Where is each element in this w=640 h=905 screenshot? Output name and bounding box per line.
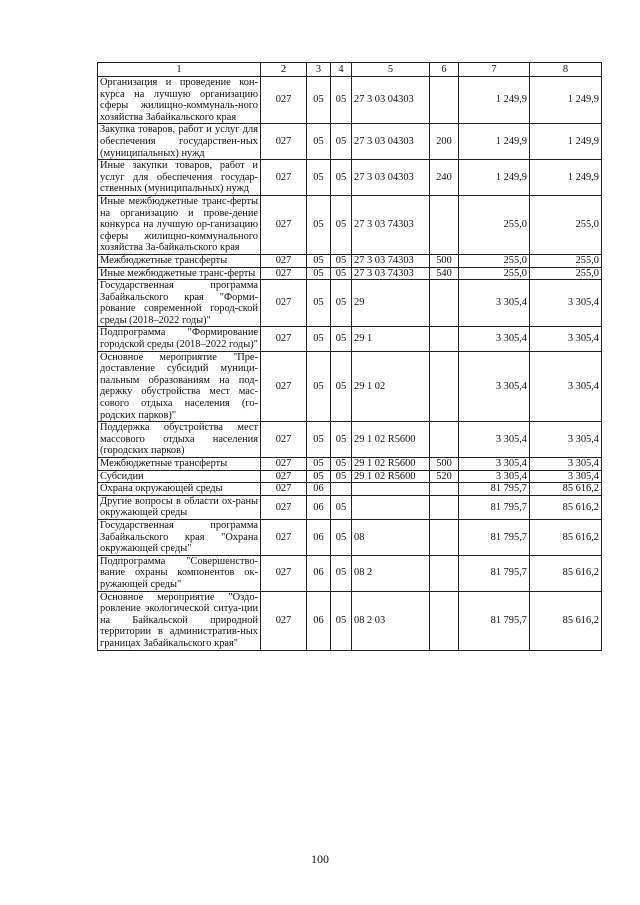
section-code-cell: 06 bbox=[307, 519, 331, 555]
amount-year2-cell: 3 305,4 bbox=[530, 422, 602, 458]
item-name-cell: Иные межбюджетные транс-ферты bbox=[98, 267, 261, 280]
item-name-cell: Государственная программа Забайкальского края "Охрана окружающей среды" bbox=[98, 519, 261, 555]
admin-code-cell: 027 bbox=[261, 519, 307, 555]
admin-code-cell: 027 bbox=[261, 195, 307, 254]
expense-type-cell: 520 bbox=[430, 470, 459, 483]
item-name-cell: Межбюджетные трансферты bbox=[98, 254, 261, 267]
header-cell: 1 bbox=[98, 63, 261, 77]
header-cell: 8 bbox=[530, 63, 602, 77]
subsection-code-cell: 05 bbox=[331, 267, 352, 280]
item-name-cell: Основное мероприятие "Пре-доставление субсидий муници-пальным образованиям на под-держку обустройства мест мас-сового отдыха населения (го-родских парков)" bbox=[98, 351, 261, 422]
amount-year1-cell: 3 305,4 bbox=[459, 351, 530, 422]
item-name-cell: Основное мероприятие "Оздо-ровление экологической ситуа-ции на Байкальской природной территории в административ-ных границах Забайкальского края" bbox=[98, 591, 261, 650]
table-row bbox=[98, 483, 602, 496]
admin-code-cell: 027 bbox=[261, 327, 307, 351]
expense-type-cell bbox=[430, 422, 459, 458]
section-code-cell: 06 bbox=[307, 555, 331, 591]
subsection-code-cell: 05 bbox=[331, 422, 352, 458]
admin-code-cell: 027 bbox=[261, 254, 307, 267]
expense-type-cell bbox=[430, 555, 459, 591]
table-body bbox=[98, 77, 602, 651]
target-article-cell: 27 3 03 04303 bbox=[352, 160, 430, 196]
item-name-cell: Межбюджетные трансферты bbox=[98, 458, 261, 471]
admin-code-cell: 027 bbox=[261, 422, 307, 458]
admin-code-cell: 027 bbox=[261, 77, 307, 124]
item-name-cell: Поддержка обустройства мест массового отдыха населения (городских парков) bbox=[98, 422, 261, 458]
amount-year2-cell: 1 249,9 bbox=[530, 124, 602, 160]
amount-year2-cell: 85 616,2 bbox=[530, 483, 602, 496]
target-article-cell: 08 bbox=[352, 519, 430, 555]
amount-year2-cell: 255,0 bbox=[530, 267, 602, 280]
table-row bbox=[98, 280, 602, 327]
section-code-cell: 05 bbox=[307, 280, 331, 327]
amount-year1-cell: 1 249,9 bbox=[459, 160, 530, 196]
subsection-code-cell: 05 bbox=[331, 124, 352, 160]
header-cell: 5 bbox=[352, 63, 430, 77]
table-row bbox=[98, 351, 602, 422]
table-row bbox=[98, 195, 602, 254]
expense-type-cell bbox=[430, 495, 459, 519]
amount-year1-cell: 1 249,9 bbox=[459, 77, 530, 124]
admin-code-cell: 027 bbox=[261, 124, 307, 160]
table-row bbox=[98, 422, 602, 458]
header-cell: 4 bbox=[331, 63, 352, 77]
section-code-cell: 06 bbox=[307, 495, 331, 519]
target-article-cell: 29 bbox=[352, 280, 430, 327]
budget-table bbox=[97, 62, 602, 651]
page-number: 100 bbox=[311, 852, 329, 866]
amount-year1-cell: 81 795,7 bbox=[459, 483, 530, 496]
item-name-cell: Закупка товаров, работ и услуг для обеспечения государствен-ных (муниципальных) нужд bbox=[98, 124, 261, 160]
table-row bbox=[98, 555, 602, 591]
item-name-cell: Подпрограмма "Совершенство-вание охраны компонентов ок-ружающей среды" bbox=[98, 555, 261, 591]
admin-code-cell: 027 bbox=[261, 591, 307, 650]
amount-year1-cell: 3 305,4 bbox=[459, 280, 530, 327]
section-code-cell: 06 bbox=[307, 483, 331, 496]
item-name-cell: Подпрограмма "Формирование городской среды (2018–2022 годы)" bbox=[98, 327, 261, 351]
amount-year2-cell: 255,0 bbox=[530, 254, 602, 267]
table-row bbox=[98, 470, 602, 483]
expense-type-cell: 500 bbox=[430, 458, 459, 471]
table-row bbox=[98, 519, 602, 555]
amount-year1-cell: 1 249,9 bbox=[459, 124, 530, 160]
item-name-cell: Иные межбюджетные транс-ферты на организацию и прове-дение конкурса на лучшую ор-ганизацию сферы жилищно-коммунального хозяйства За-байкальского края bbox=[98, 195, 261, 254]
amount-year2-cell: 3 305,4 bbox=[530, 470, 602, 483]
amount-year1-cell: 3 305,4 bbox=[459, 327, 530, 351]
expense-type-cell bbox=[430, 280, 459, 327]
admin-code-cell: 027 bbox=[261, 160, 307, 196]
section-code-cell: 06 bbox=[307, 591, 331, 650]
subsection-code-cell: 05 bbox=[331, 591, 352, 650]
target-article-cell: 29 1 02 bbox=[352, 351, 430, 422]
table-row bbox=[98, 267, 602, 280]
amount-year2-cell: 85 616,2 bbox=[530, 555, 602, 591]
admin-code-cell: 027 bbox=[261, 555, 307, 591]
table-row bbox=[98, 124, 602, 160]
expense-type-cell bbox=[430, 483, 459, 496]
expense-type-cell bbox=[430, 591, 459, 650]
section-code-cell: 05 bbox=[307, 160, 331, 196]
subsection-code-cell: 05 bbox=[331, 458, 352, 471]
amount-year2-cell: 3 305,4 bbox=[530, 351, 602, 422]
subsection-code-cell: 05 bbox=[331, 327, 352, 351]
amount-year1-cell: 255,0 bbox=[459, 267, 530, 280]
expense-type-cell bbox=[430, 327, 459, 351]
target-article-cell: 08 2 bbox=[352, 555, 430, 591]
expense-type-cell: 240 bbox=[430, 160, 459, 196]
amount-year1-cell: 81 795,7 bbox=[459, 495, 530, 519]
target-article-cell bbox=[352, 495, 430, 519]
admin-code-cell: 027 bbox=[261, 495, 307, 519]
admin-code-cell: 027 bbox=[261, 351, 307, 422]
table-row bbox=[98, 495, 602, 519]
table-header-row bbox=[98, 63, 602, 77]
admin-code-cell: 027 bbox=[261, 458, 307, 471]
admin-code-cell: 027 bbox=[261, 470, 307, 483]
amount-year2-cell: 3 305,4 bbox=[530, 458, 602, 471]
header-cell: 3 bbox=[307, 63, 331, 77]
amount-year2-cell: 3 305,4 bbox=[530, 327, 602, 351]
header-cell: 7 bbox=[459, 63, 530, 77]
subsection-code-cell bbox=[331, 483, 352, 496]
item-name-cell: Охрана окружающей среды bbox=[98, 483, 261, 496]
subsection-code-cell: 05 bbox=[331, 280, 352, 327]
table-row bbox=[98, 327, 602, 351]
expense-type-cell bbox=[430, 195, 459, 254]
section-code-cell: 05 bbox=[307, 327, 331, 351]
amount-year1-cell: 81 795,7 bbox=[459, 591, 530, 650]
item-name-cell: Организация и проведение кон-курса на лучшую организацию сферы жилищно-коммуналь-ного хозяйства Забайкальского края bbox=[98, 77, 261, 124]
section-code-cell: 05 bbox=[307, 254, 331, 267]
section-code-cell: 05 bbox=[307, 124, 331, 160]
amount-year2-cell: 255,0 bbox=[530, 195, 602, 254]
subsection-code-cell: 05 bbox=[331, 519, 352, 555]
target-article-cell: 27 3 03 04303 bbox=[352, 124, 430, 160]
amount-year2-cell: 85 616,2 bbox=[530, 519, 602, 555]
target-article-cell: 27 3 03 04303 bbox=[352, 77, 430, 124]
amount-year1-cell: 81 795,7 bbox=[459, 519, 530, 555]
target-article-cell: 29 1 bbox=[352, 327, 430, 351]
amount-year2-cell: 85 616,2 bbox=[530, 591, 602, 650]
table-row bbox=[98, 591, 602, 650]
amount-year2-cell: 1 249,9 bbox=[530, 77, 602, 124]
amount-year1-cell: 255,0 bbox=[459, 254, 530, 267]
expense-type-cell bbox=[430, 351, 459, 422]
table-row bbox=[98, 254, 602, 267]
expense-type-cell bbox=[430, 519, 459, 555]
target-article-cell: 29 1 02 R5600 bbox=[352, 470, 430, 483]
section-code-cell: 05 bbox=[307, 267, 331, 280]
subsection-code-cell: 05 bbox=[331, 254, 352, 267]
subsection-code-cell: 05 bbox=[331, 470, 352, 483]
target-article-cell: 29 1 02 R5600 bbox=[352, 422, 430, 458]
target-article-cell: 08 2 03 bbox=[352, 591, 430, 650]
amount-year1-cell: 255,0 bbox=[459, 195, 530, 254]
header-cell: 6 bbox=[430, 63, 459, 77]
section-code-cell: 05 bbox=[307, 195, 331, 254]
amount-year1-cell: 3 305,4 bbox=[459, 458, 530, 471]
amount-year1-cell: 81 795,7 bbox=[459, 555, 530, 591]
admin-code-cell: 027 bbox=[261, 267, 307, 280]
section-code-cell: 05 bbox=[307, 458, 331, 471]
target-article-cell: 29 1 02 R5600 bbox=[352, 458, 430, 471]
subsection-code-cell: 05 bbox=[331, 77, 352, 124]
subsection-code-cell: 05 bbox=[331, 495, 352, 519]
amount-year2-cell: 3 305,4 bbox=[530, 280, 602, 327]
item-name-cell: Иные закупки товаров, работ и услуг для обеспечения государ-ственных (муниципальных) нужд bbox=[98, 160, 261, 196]
section-code-cell: 05 bbox=[307, 351, 331, 422]
table-row bbox=[98, 458, 602, 471]
subsection-code-cell: 05 bbox=[331, 160, 352, 196]
target-article-cell: 27 3 03 74303 bbox=[352, 254, 430, 267]
expense-type-cell: 540 bbox=[430, 267, 459, 280]
amount-year1-cell: 3 305,4 bbox=[459, 470, 530, 483]
subsection-code-cell: 05 bbox=[331, 351, 352, 422]
table-row bbox=[98, 77, 602, 124]
amount-year2-cell: 1 249,9 bbox=[530, 160, 602, 196]
amount-year1-cell: 3 305,4 bbox=[459, 422, 530, 458]
admin-code-cell: 027 bbox=[261, 483, 307, 496]
target-article-cell bbox=[352, 483, 430, 496]
expense-type-cell bbox=[430, 77, 459, 124]
item-name-cell: Субсидии bbox=[98, 470, 261, 483]
target-article-cell: 27 3 03 74303 bbox=[352, 195, 430, 254]
header-cell: 2 bbox=[261, 63, 307, 77]
expense-type-cell: 500 bbox=[430, 254, 459, 267]
target-article-cell: 27 3 03 74303 bbox=[352, 267, 430, 280]
item-name-cell: Другие вопросы в области ох-раны окружающей среды bbox=[98, 495, 261, 519]
expense-type-cell: 200 bbox=[430, 124, 459, 160]
section-code-cell: 05 bbox=[307, 77, 331, 124]
amount-year2-cell: 85 616,2 bbox=[530, 495, 602, 519]
item-name-cell: Государственная программа Забайкальского края "Форми-рование современной город-ской среды (2018–2022 годы)" bbox=[98, 280, 261, 327]
subsection-code-cell: 05 bbox=[331, 195, 352, 254]
section-code-cell: 05 bbox=[307, 422, 331, 458]
admin-code-cell: 027 bbox=[261, 280, 307, 327]
section-code-cell: 05 bbox=[307, 470, 331, 483]
subsection-code-cell: 05 bbox=[331, 555, 352, 591]
table-row bbox=[98, 160, 602, 196]
